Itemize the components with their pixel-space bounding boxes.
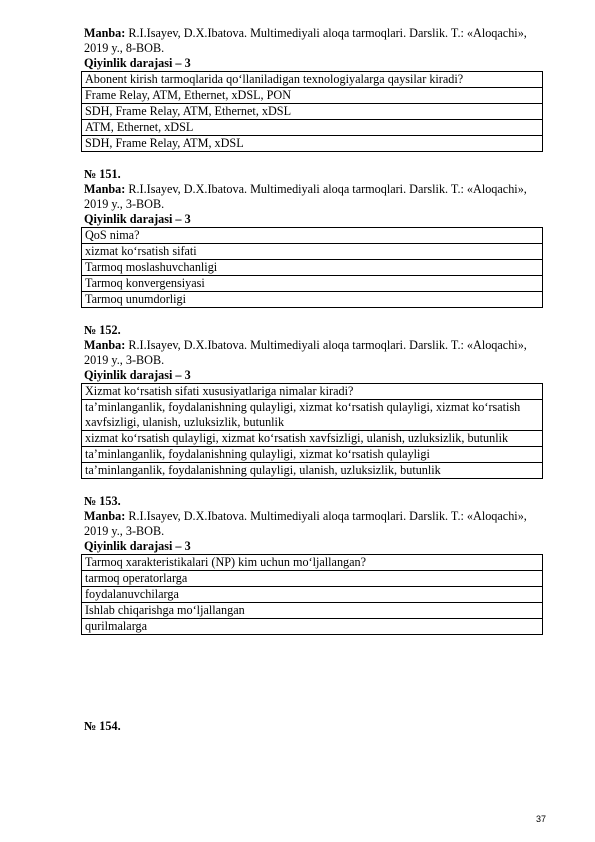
answer-row [82, 431, 543, 447]
source-label: Manba: [84, 26, 126, 40]
source-text: R.I.Isayev, D.X.Ibatova. Multimediyali aloqa tarmoqlari. Darslik. T.: «Aloqachi», 2019 y., 3-BOB. [84, 338, 527, 367]
question-table [81, 554, 543, 635]
answer-row [82, 88, 543, 104]
answer-row [82, 244, 543, 260]
source-line [84, 338, 547, 368]
source-line [84, 26, 547, 56]
source-label: Manba: [84, 338, 126, 352]
answer-row [82, 571, 543, 587]
answer-row [82, 603, 543, 619]
answer-row [82, 120, 543, 136]
document-page [84, 26, 547, 734]
answer-row [82, 447, 543, 463]
answer-row [82, 292, 543, 308]
question-text: QoS nima? [82, 228, 543, 244]
question-block [84, 494, 547, 635]
difficulty-level: Qiyinlik darajasi – 3 [84, 212, 191, 226]
answer-option: qurilmalarga [82, 619, 543, 635]
question-row [82, 228, 543, 244]
answer-option: ta’minlanganlik, foydalanishning qulayligi, xizmat ko‘rsatish qulayligi [82, 447, 543, 463]
answer-option: ta’minlanganlik, foydalanishning qulayligi, ulanish, uzluksizlik, butunlik [82, 463, 543, 479]
source-text: R.I.Isayev, D.X.Ibatova. Multimediyali aloqa tarmoqlari. Darslik. T.: «Aloqachi», 2019 y., 8-BOB. [84, 26, 527, 55]
source-label: Manba: [84, 509, 126, 523]
question-table [81, 227, 543, 308]
question-table [81, 383, 543, 479]
question-row [82, 555, 543, 571]
next-question-number: № 154. [84, 719, 121, 733]
source-line [84, 182, 547, 212]
source-line [84, 509, 547, 539]
question-number: № 151. [84, 167, 121, 181]
question-block [84, 26, 547, 152]
difficulty-level: Qiyinlik darajasi – 3 [84, 56, 191, 70]
answer-option: xizmat ko‘rsatish qulayligi, xizmat ko‘rsatish xavfsizligi, ulanish, uzluksizlik, butunlik [82, 431, 543, 447]
difficulty-level: Qiyinlik darajasi – 3 [84, 539, 191, 553]
question-table [81, 71, 543, 152]
answer-option: Ishlab chiqarishga mo‘ljallangan [82, 603, 543, 619]
answer-option: foydalanuvchilarga [82, 587, 543, 603]
source-text: R.I.Isayev, D.X.Ibatova. Multimediyali aloqa tarmoqlari. Darslik. T.: «Aloqachi», 2019 y., 3-BOB. [84, 509, 527, 538]
answer-option: Tarmoq konvergensiyasi [82, 276, 543, 292]
source-text: R.I.Isayev, D.X.Ibatova. Multimediyali aloqa tarmoqlari. Darslik. T.: «Aloqachi», 2019 y., 3-BOB. [84, 182, 527, 211]
question-number: № 152. [84, 323, 121, 337]
question-block [84, 167, 547, 308]
answer-row [82, 619, 543, 635]
answer-option: ATM, Ethernet, xDSL [82, 120, 543, 136]
answer-row [82, 400, 543, 431]
answer-option: ta’minlanganlik, foydalanishning qulayligi, xizmat ko‘rsatish qulayligi, xizmat ko‘rsatish xavfsizligi, ulanish, uzluksizlik, butunlik [82, 400, 543, 431]
answer-option: SDH, Frame Relay, ATM, Ethernet, xDSL [82, 104, 543, 120]
answer-row [82, 463, 543, 479]
question-block [84, 323, 547, 479]
question-row [82, 384, 543, 400]
question-number: № 153. [84, 494, 121, 508]
question-text: Abonent kirish tarmoqlarida qo‘llaniladigan texnologiyalarga qaysilar kiradi? [82, 72, 543, 88]
question-text: Xizmat ko‘rsatish sifati xususiyatlariga nimalar kiradi? [82, 384, 543, 400]
answer-row [82, 260, 543, 276]
answer-option: xizmat ko‘rsatish sifati [82, 244, 543, 260]
difficulty-level: Qiyinlik darajasi – 3 [84, 368, 191, 382]
answer-row [82, 136, 543, 152]
answer-option: Tarmoq unumdorligi [82, 292, 543, 308]
question-row [82, 72, 543, 88]
answer-option: Frame Relay, ATM, Ethernet, xDSL, PON [82, 88, 543, 104]
answer-row [82, 276, 543, 292]
answer-option: Tarmoq moslashuvchanligi [82, 260, 543, 276]
answer-row [82, 587, 543, 603]
answer-option: SDH, Frame Relay, ATM, xDSL [82, 136, 543, 152]
source-label: Manba: [84, 182, 126, 196]
question-text: Tarmoq xarakteristikalari (NP) kim uchun mo‘ljallangan? [82, 555, 543, 571]
answer-row [82, 104, 543, 120]
page-number: 37 [536, 814, 547, 824]
answer-option: tarmoq operatorlarga [82, 571, 543, 587]
